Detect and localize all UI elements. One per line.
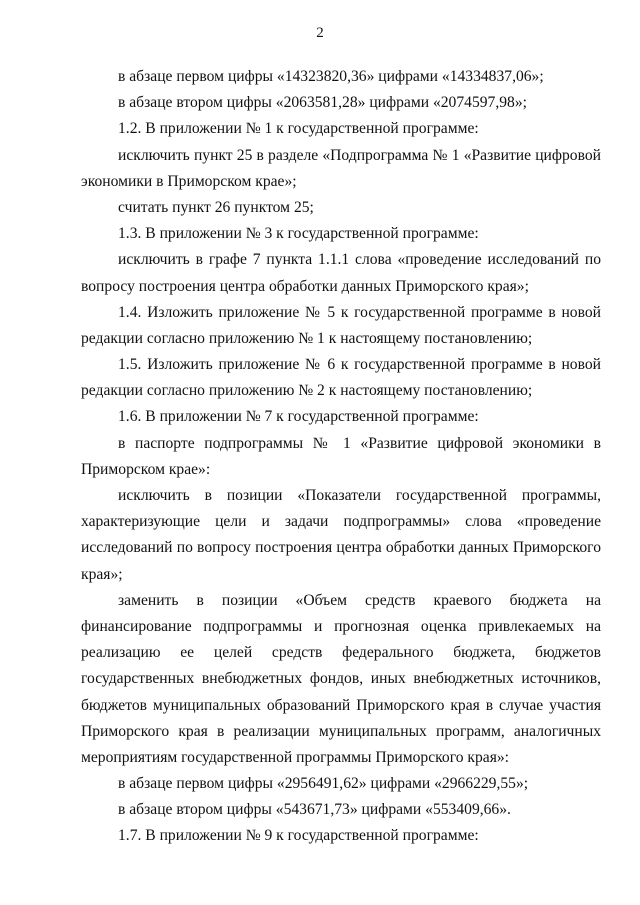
text-line: Приморском крае»:	[81, 460, 211, 478]
text-line: в абзаце втором цифры «543671,73» цифрами «553409,66».	[118, 801, 511, 819]
text-line: 1.5. Изложить приложение № 6 к государственной программе в новой	[118, 356, 601, 374]
text-line: финансирование подпрограммы и прогнозная оценка привлекаемых на	[81, 617, 601, 635]
text-line: исключить в позиции «Показатели государственной программы,	[118, 487, 601, 504]
text-line: мероприятиям государственной программы Приморского края»:	[81, 748, 510, 766]
text-line: 1.7. В приложении № 9 к государственной программе:	[118, 827, 479, 845]
text-line: Приморского края в реализации муниципальных программ, аналогичных	[81, 722, 601, 740]
text-line: в абзаце первом цифры «14323820,36» цифрами «14334837,06»;	[118, 68, 544, 85]
text-line: бюджетов муниципальных образований Приморского края в случае участия	[81, 696, 601, 714]
page-number: 2	[316, 25, 324, 41]
text-line: характеризующие цели и задачи подпрограммы» слова «проведение	[81, 513, 601, 531]
text-line: 1.6. В приложении № 7 к государственной программе:	[118, 408, 479, 426]
text-line: вопросу построения центра обработки данных Приморского края»;	[81, 277, 529, 295]
text-line: считать пункт 26 пунктом 25;	[118, 198, 314, 216]
text-line: редакции согласно приложению № 2 к настоящему постановлению;	[81, 382, 533, 400]
text-line: редакции согласно приложению № 1 к настоящему постановлению;	[81, 329, 533, 347]
text-line: заменить в позиции «Объем средств краевого бюджета на	[118, 591, 601, 609]
text-line: в абзаце втором цифры «2063581,28» цифрами «2074597,98»;	[118, 94, 527, 112]
text-line: реализацию ее целей средств федерального бюджета, бюджетов	[81, 644, 601, 662]
document-body	[81, 64, 601, 850]
text-line: исключить в графе 7 пункта 1.1.1 слова «проведение исследований по	[118, 251, 601, 269]
text-line: экономики в Приморском крае»;	[81, 172, 297, 190]
text-line: государственных внебюджетных фондов, иных внебюджетных источников,	[81, 670, 601, 688]
text-line: исследований по вопросу построения центра обработки данных Приморского	[81, 539, 601, 557]
text-line: в абзаце первом цифры «2956491,62» цифрами «2966229,55»;	[118, 775, 529, 793]
text-line: 1.4. Изложить приложение № 5 к государственной программе в новой	[118, 303, 601, 321]
text-line: в паспорте подпрограммы № 1 «Развитие цифровой экономики в	[118, 434, 601, 452]
text-line: края»;	[81, 565, 123, 583]
text-line: 1.2. В приложении № 1 к государственной программе:	[118, 120, 479, 138]
text-line: исключить пункт 25 в разделе «Подпрограмма № 1 «Развитие цифровой	[118, 146, 601, 164]
text-line: 1.3. В приложении № 3 к государственной программе:	[118, 225, 479, 243]
